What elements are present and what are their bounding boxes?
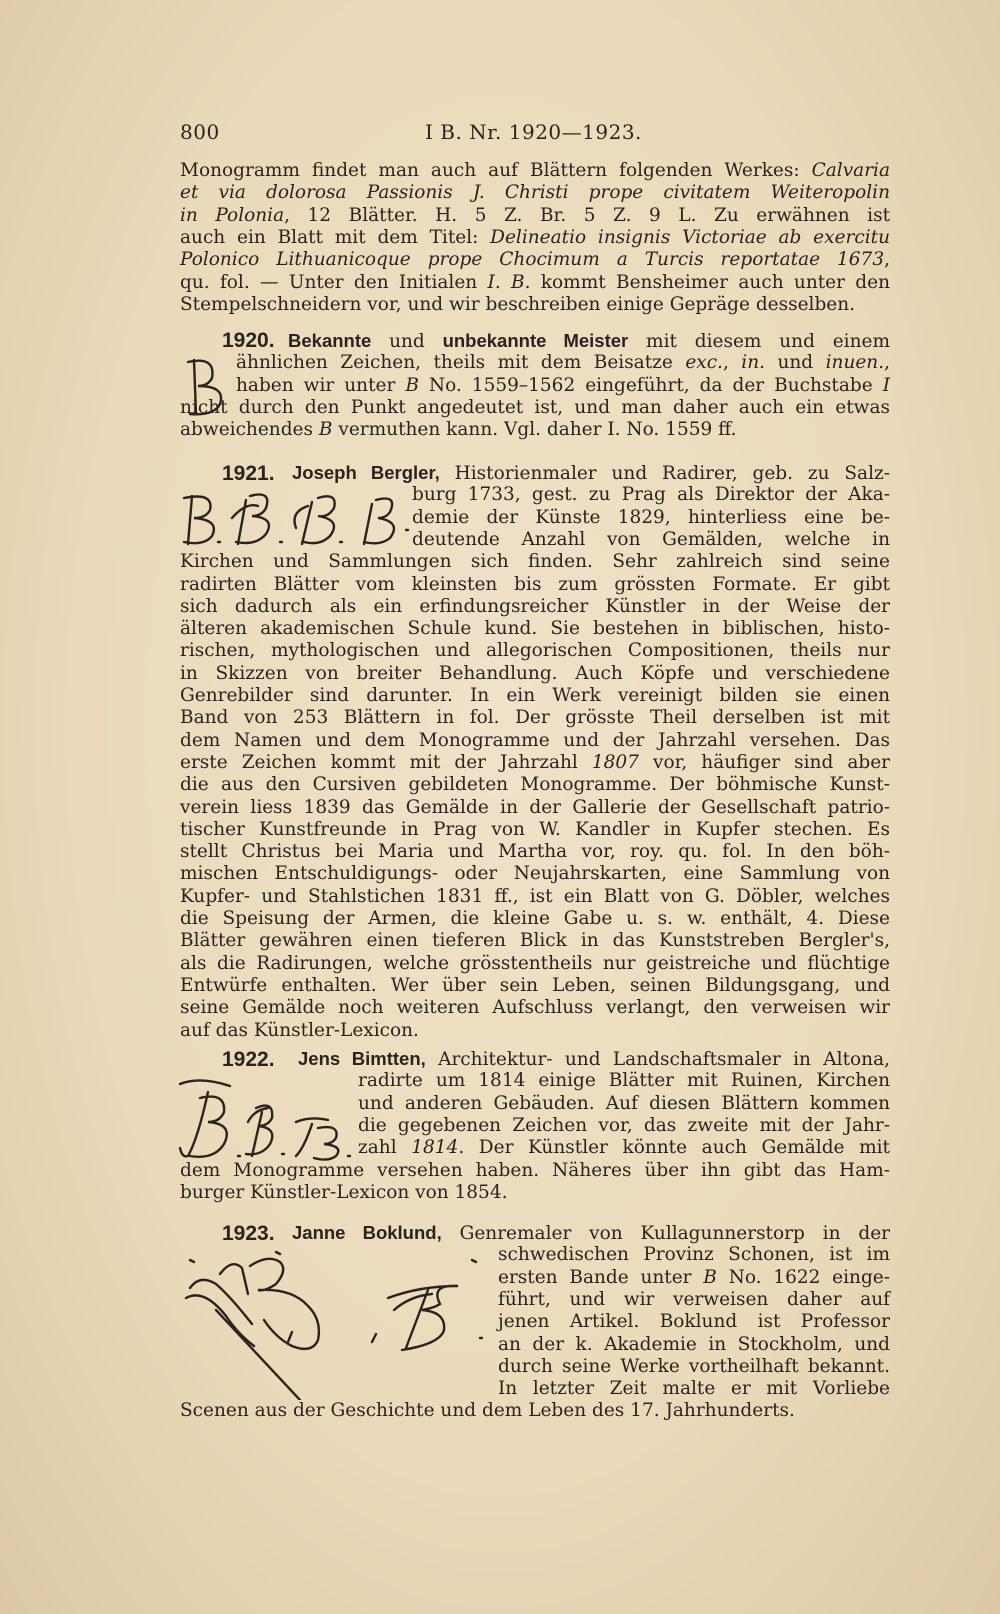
text-line: mischen Entschuldigungs- oder Neujahrskarten, eine Sammlung von (180, 863, 890, 885)
text-line: rischen, mythologischen und allegorischen Compositionen, theils nur (180, 640, 890, 662)
text-line: radirte um 1814 einige Blätter mit Ruinen, Kirchen (358, 1070, 890, 1092)
text-line: zahl 1814. Der Künstler könnte auch Gemälde mit (358, 1137, 890, 1159)
text-line: Janne Boklund, Genremaler von Kullagunnerstorp in der (292, 1222, 890, 1244)
text-line: burg 1733, gest. zu Prag als Direktor der Aka- (412, 484, 890, 506)
text-line: führt, und wir verweisen daher auf (498, 1288, 890, 1310)
text-line: Kirchen und Sammlungen sich finden. Sehr zahlreich sind seine (180, 551, 890, 573)
text-line: die Speisung der Armen, die kleine Gabe u. s. w. enthält, 4. Diese (180, 908, 890, 929)
text-line: in Skizzen von breiter Behandlung. Auch Köpfe und verschiedene (180, 662, 890, 684)
text-line: nicht durch den Punkt angedeutet ist, und man daher auch ein etwas (180, 396, 890, 418)
text-line: Blätter gewähren einen tieferen Blick in das Kunststreben Bergler's, (180, 930, 890, 952)
text-line: In letzter Zeit malte er mit Vorliebe (498, 1378, 890, 1400)
text-line: sich dadurch als ein erfindungsreicher Künstler in der Weise der (180, 595, 890, 617)
text-line: haben wir unter B No. 1559–1562 eingeführt, da der Buchstabe I (236, 374, 890, 396)
entry-number-1923: 1923. (222, 1222, 275, 1245)
text-line: die gegebenen Zeichen vor, das zweite mit der Jahr- (358, 1114, 890, 1136)
entry-number-1921: 1921. (222, 462, 275, 485)
text-line: Band von 253 Blättern in fol. Der grösste Theil derselben ist mit (180, 707, 890, 729)
text-line: Joseph Bergler, Historienmaler und Radirer, geb. zu Salz- (292, 462, 890, 484)
text-line: burger Künstler-Lexicon von 1854. (180, 1181, 508, 1203)
text-line: Stempelschneidern vor, und wir beschreiben einige Gepräge desselben. (180, 293, 856, 315)
text-line: schwedischen Provinz Schonen, ist im (498, 1244, 890, 1266)
entry-number-1920: 1920. (222, 329, 275, 352)
monogram-1922-bb (178, 1078, 363, 1164)
text-line: auf das Künstler-Lexicon. (180, 1019, 419, 1041)
text-line: Bekannte und unbekannte Meister mit diesem und einem (288, 330, 890, 352)
running-title: I B. Nr. 1920—1923. (425, 120, 642, 144)
text-line: erste Zeichen kommt mit der Jahrzahl 1807 vor, häufiger sind aber (180, 751, 890, 773)
text-line: verein liess 1839 das Gemälde in der Gallerie der Gesellschaft patrio- (180, 796, 890, 818)
text-line: Entwürfe enthalten. Wer über sein Leben, seinen Bildungsgang, und (180, 974, 890, 996)
text-line: seine Gemälde noch weiteren Aufschluss verlangt, den verweisen wir (180, 997, 890, 1019)
text-line: qu. fol. — Unter den Initialen I. B. kommt Bensheimer auch unter den (180, 271, 890, 293)
text-line: in Polonia, 12 Blätter. H. 5 Z. Br. 5 Z. 9 L. Zu erwähnen ist (180, 204, 891, 226)
text-line: Polonico Lithuanicoque prope Chocimum a Turcis reportatae 1673, (180, 249, 890, 271)
monogram-1923-b (180, 1250, 500, 1400)
text-line: Kupfer- und Stahlstichen 1831 ff., ist ein Blatt von G. Döbler, welches (180, 885, 890, 907)
text-line: ähnlichen Zeichen, theils mit dem Beisatze exc., in. und inuen., (236, 352, 890, 374)
text-line: Scenen aus der Geschichte und dem Leben des 17. Jahrhunderts. (180, 1400, 795, 1422)
text-line: dem Monogramme versehen haben. Näheres über ihn gibt das Ham- (180, 1159, 890, 1181)
text-line: Genrebilder sind darunter. In ein Werk vereinigt bilden sie einen (180, 685, 890, 706)
text-line: et via dolorosa Passionis J. Christi prope civitatem Weiteropolin (180, 182, 890, 204)
monogram-1921-bb (180, 488, 410, 550)
entry-number-1922: 1922. (222, 1048, 275, 1071)
text-line: auch ein Blatt mit dem Titel: Delineatio insignis Victoriae ab exercitu (180, 226, 890, 248)
page-number: 800 (180, 120, 220, 144)
text-line: ersten Bande unter B No. 1622 einge- (498, 1266, 890, 1288)
text-line: deutende Anzahl von Gemälden, welche in (412, 528, 890, 550)
text-line: stellt Christus bei Maria und Martha vor, roy. qu. fol. In den böh- (180, 841, 890, 863)
text-line: radirten Blätter vom kleinsten bis zum grössten Formate. Er gibt (180, 573, 890, 595)
text-line: an der k. Akademie in Stockholm, und (498, 1333, 890, 1355)
text-line: Monogramm findet man auch auf Blättern folgenden Werkes: Calvaria (180, 160, 890, 181)
text-line: älteren akademischen Schule kund. Sie bestehen in biblischen, histo- (180, 618, 890, 640)
text-line: dem Namen und dem Monogramme und der Jahrzahl versehen. Das (180, 729, 890, 751)
text-line: die aus den Cursiven gebildeten Monogramme. Der böhmische Kunst- (180, 774, 890, 796)
text-line: durch seine Werke vortheilhaft bekannt. (498, 1355, 890, 1377)
text-line: Jens Bimtten, Architektur- und Landschaftsmaler in Altona, (298, 1048, 890, 1070)
text-line: demie der Künste 1829, hinterliess eine be- (412, 506, 890, 528)
text-line: abweichendes B vermuthen kann. Vgl. daher I. No. 1559 ff. (180, 419, 737, 441)
text-line: als die Radirungen, welche grösstentheils nur geistreiche und flüchtige (180, 952, 890, 974)
text-line: tischer Kunstfreunde in Prag von W. Kandler in Kupfer stechen. Es (180, 818, 890, 840)
text-line: jenen Artikel. Boklund ist Professor (498, 1311, 890, 1333)
text-line: und anderen Gebäuden. Auf diesen Blättern kommen (358, 1092, 890, 1114)
